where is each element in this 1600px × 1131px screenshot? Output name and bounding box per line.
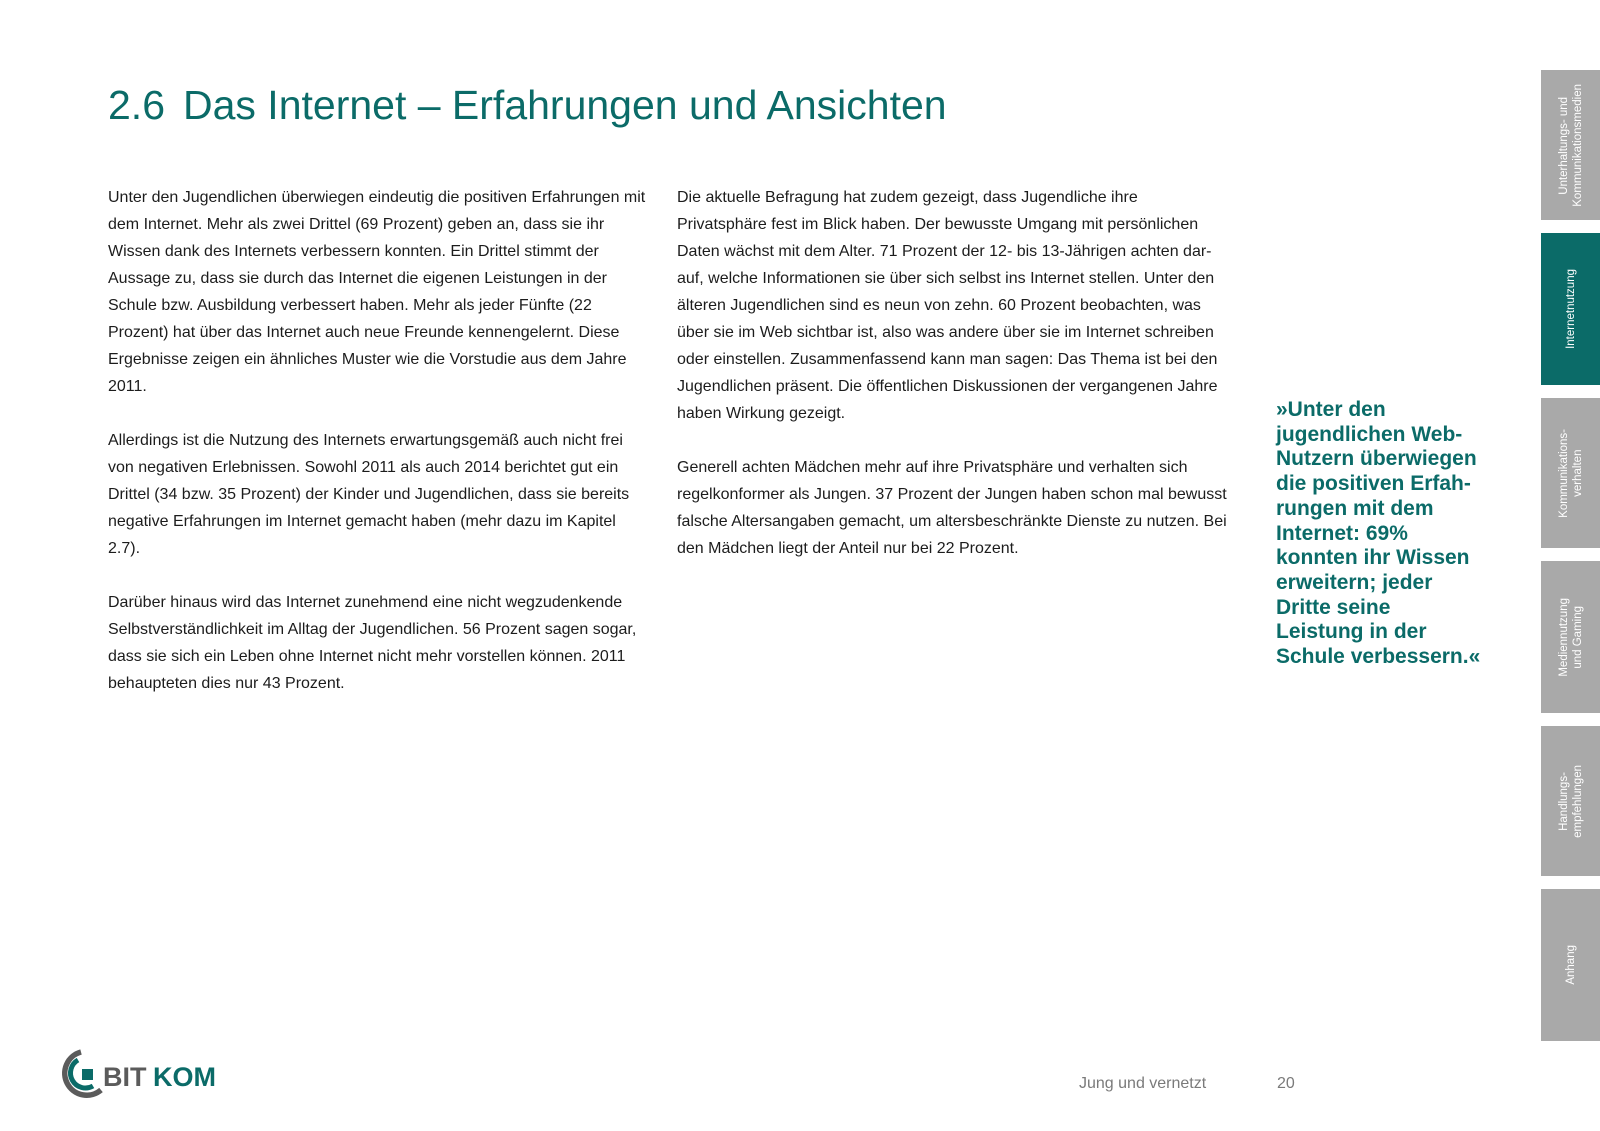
tab-label: Unterhaltungs- und Kommunikationsmedien [1557,83,1584,207]
section-number: 2.6 [108,82,165,128]
tab-label: Mediennutzung und Gaming [1557,597,1584,677]
text-column-left [108,184,648,724]
paragraph: Die aktuelle Befragung hat zudem gezeigt, dass Jugendliche ihre Privatsphäre fest im Blick haben. Der bewusste Umgang mit persönlichen Daten wächst mit dem Alter. 71 Prozent der 12- bis 13-Jährigen achten darauf, welche Informationen sie über sich selbst ins Internet stellen. Unter den älteren Jugendlichen sind es neun von zehn. 60 Prozent beobachten, was über sie im Web sichtbar ist, also was andere über sie im Internet schreiben oder einstellen. Zusammenfassend kann man sagen: Das Thema ist bei den Jugendlichen präsent. Die öffentlichen Diskussionen der vergangenen Jahre haben Wirkung gezeigt. [677,189,1218,422]
page-title [108,82,947,129]
paragraph: Unter den Jugendlichen überwiegen eindeutig die positiven Erfahrungen mit dem Internet. Mehr als zwei Drittel (69 Prozent) geben an, dass sie ihr Wissen dank des Internets verbessern konnten. Ein Drittel stimmt der Aussage zu, dass sie durch das Internet die eigenen Leistungen in der Schule bzw. Ausbildung verbessert haben. Mehr als jeder Fünfte (22 Prozent) hat über das Internet auch neue Freunde kennengelernt. Diese Ergebnisse zeigen ein ähnliches Muster wie die Vorstudie aus dem Jahre 2011. [108,189,646,395]
tab-handlungsempfehlungen[interactable] [1541,726,1600,876]
tab-label: Kommunikations- verhalten [1557,428,1584,518]
logo-text-kom: KOM [153,1062,216,1092]
paragraph: Darüber hinaus wird das Internet zunehmend eine nicht wegzudenkende Selbstverständlichkeit im Alltag der Jugendlichen. 56 Prozent sagen sogar, dass sie sich ein Leben ohne Internet nicht mehr vorstellen können. 2011 behaupteten dies nur 43 Prozent. [108,594,637,692]
tab-label: Handlungs- empfehlungen [1557,764,1584,838]
tab-anhang[interactable] [1541,889,1600,1041]
text-column-right [677,184,1227,589]
tab-kommunikationsverhalten[interactable] [1541,398,1600,548]
tab-label: Anhang [1564,945,1577,985]
page-number: 20 [1277,1075,1295,1092]
footer-publication-title: Jung und vernetzt [1079,1075,1207,1092]
tab-mediennutzung-gaming[interactable] [1541,561,1600,713]
tab-internetnutzung[interactable] [1541,233,1600,385]
logo-text-bit: BIT [103,1062,147,1092]
section-title: Das Internet – Erfahrungen und Ansichten [183,82,947,128]
tab-unterhaltungs-kommunikationsmedien[interactable] [1541,70,1600,220]
bitkom-logo [55,1046,235,1102]
paragraph: Generell achten Mädchen mehr auf ihre Privatsphäre und verhalten sich regelkonformer als Jungen. 37 Prozent der Jungen haben schon mal bewusst falsche Altersangaben gemacht, um altersbeschränkte Dienste zu nutzen. Bei den Mädchen liegt der Anteil nur bei 22 Prozent. [677,459,1227,557]
tab-label: Internetnutzung [1564,269,1577,349]
chapter-tabs [1541,0,1600,1131]
pull-quote: »Unter den jugendlichen Web-Nutzern überwiegen die positiven Erfahrungen mit dem Internet: 69% konnten ihr Wissen erweitern; jeder Dritte seine Leistung in der Schule verbessern.« [1276,398,1481,669]
paragraph: Allerdings ist die Nutzung des Internets erwartungsgemäß auch nicht frei von negativen Erlebnissen. Sowohl 2011 als auch 2014 berichtet gut ein Drittel (34 bzw. 35 Prozent) der Kinder und Jugendlichen, dass sie bereits negative Erfahrungen im Internet gemacht haben (mehr dazu im Kapitel 2.7). [108,432,630,557]
bitkom-logo-mark-icon [55,1046,105,1102]
